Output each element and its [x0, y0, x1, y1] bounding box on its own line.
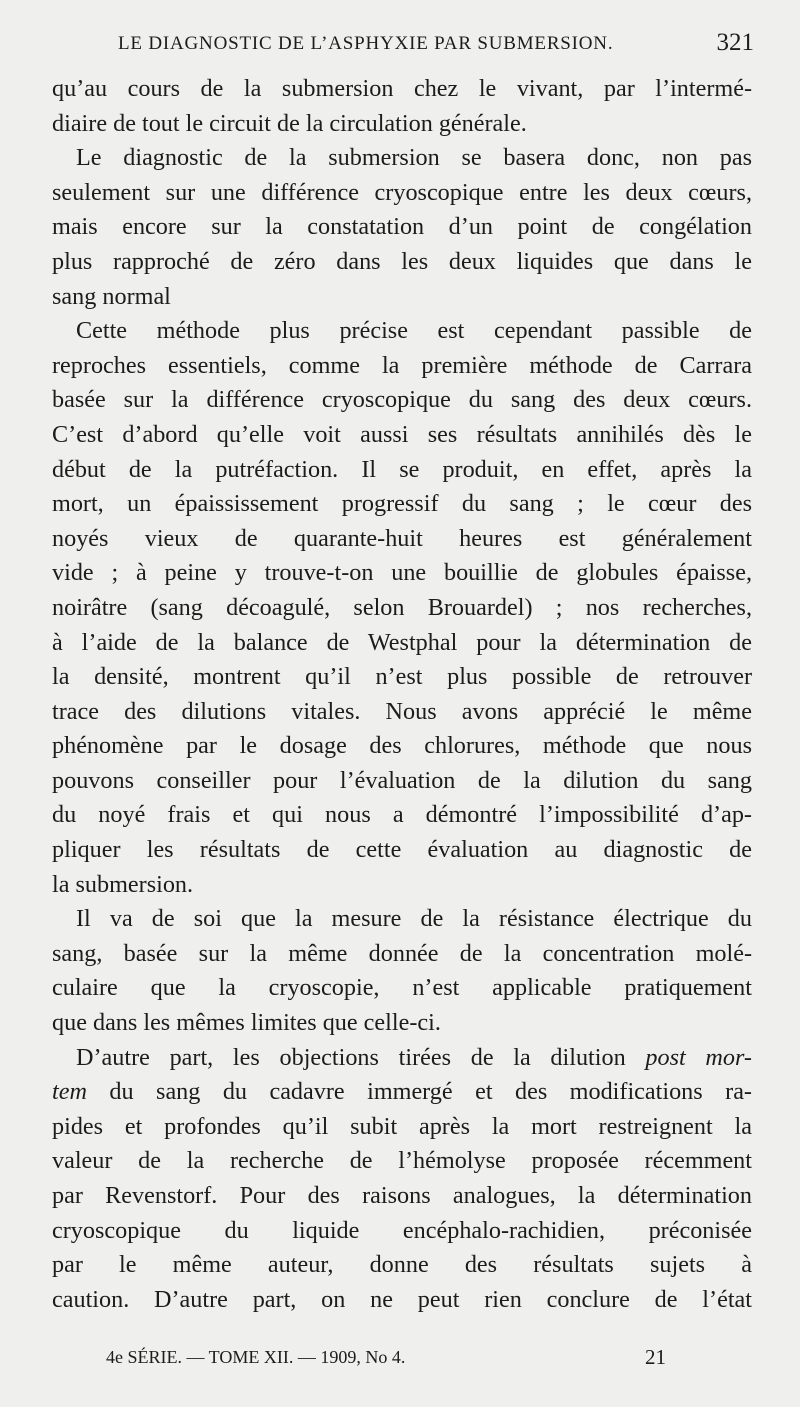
- text-line: pliquer les résultats de cette évaluation au diagnostic de: [52, 836, 752, 864]
- text-line: mort, un épaississement progressif du sang ; le cœur des: [52, 490, 752, 518]
- page-header: [118, 29, 754, 65]
- text-line: par le même auteur, donne des résultats sujets à: [52, 1251, 752, 1279]
- text-line: que dans les mêmes limites que celle-ci.: [52, 1009, 441, 1037]
- text-run: du sang du cadavre immergé et des modifications ra-: [86, 1078, 752, 1106]
- text-line: culaire que la cryoscopie, n’est applicable pratiquement: [52, 974, 752, 1002]
- paragraph-start: Le diagnostic de la submersion se basera donc, non pas: [76, 144, 752, 172]
- text-line: noirâtre (sang décoagulé, selon Brouardel) ; nos recherches,: [52, 593, 752, 621]
- text-line: vide ; à peine y trouve-t-on une bouillie de globules épaisse,: [52, 559, 752, 587]
- footer-series: 4e SÉRIE. — TOME XII. — 1909, No 4.: [106, 1347, 406, 1367]
- text-line: caution. D’autre part, on ne peut rien conclure de l’état: [52, 1285, 752, 1313]
- text-line: sang, basée sur la même donnée de la concentration molé-: [52, 939, 752, 967]
- running-head: LE DIAGNOSTIC DE L’ASPHYXIE PAR SUBMERSION.: [118, 33, 614, 54]
- text-line: seulement sur une différence cryoscopique entre les deux cœurs,: [52, 178, 752, 206]
- text-line: pides et profondes qu’il subit après la mort restreignent la: [52, 1112, 752, 1140]
- italic-run: tem: [52, 1078, 87, 1106]
- text-line: pouvons conseiller pour l’évaluation de la dilution du sang: [52, 766, 752, 794]
- text-line: mais encore sur la constatation d’un point de congélation: [52, 213, 752, 241]
- text-line: par Revenstorf. Pour des raisons analogues, la détermination: [52, 1182, 752, 1209]
- text-line: la densité, montrent qu’il n’est plus possible de retrouver: [52, 663, 752, 691]
- footer-signature: 21: [645, 1345, 666, 1369]
- text-line: à l’aide de la balance de Westphal pour la détermination de: [52, 628, 752, 656]
- text-line: trace des dilutions vitales. Nous avons apprécié le même: [52, 697, 752, 725]
- italic-run: post mor-: [645, 1043, 752, 1071]
- text-line: C’est d’abord qu’elle voit aussi ses résultats annihilés dès le: [52, 420, 752, 448]
- page-number: 321: [716, 29, 754, 56]
- text-line: reproches essentiels, comme la première méthode de Carrara: [52, 351, 752, 379]
- paragraph-start: [52, 1041, 752, 1076]
- text-line: la submersion.: [52, 870, 194, 898]
- paragraph-start: Il va de soi que la mesure de la résistance électrique du: [76, 905, 752, 933]
- text-line: [52, 1075, 752, 1110]
- text-line: noyés vieux de quarante-huit heures est généralement: [52, 524, 752, 552]
- page-footer: [106, 1347, 666, 1375]
- text-line: cryoscopique du liquide encéphalo-rachidien, préconisée: [52, 1216, 752, 1244]
- paragraph-start: Cette méthode plus précise est cependant passible de: [76, 317, 752, 345]
- text-line: basée sur la différence cryoscopique du sang des deux cœurs.: [52, 386, 752, 414]
- text-run: D’autre part, les objections tirées de la dilution: [76, 1043, 646, 1071]
- text-line: plus rapproché de zéro dans les deux liquides que dans le: [52, 247, 752, 275]
- text-line: phénomène par le dosage des chlorures, méthode que nous: [52, 732, 752, 760]
- text-line: sang normal: [52, 282, 171, 310]
- text-line: diaire de tout le circuit de la circulation générale.: [52, 109, 527, 137]
- text-line: qu’au cours de la submersion chez le vivant, par l’intermé-: [52, 75, 752, 102]
- body-text: [52, 72, 752, 1317]
- text-line: début de la putréfaction. Il se produit, en effet, après la: [52, 455, 752, 483]
- text-line: du noyé frais et qui nous a démontré l’impossibilité d’ap-: [52, 801, 752, 829]
- text-line: valeur de la recherche de l’hémolyse proposée récemment: [52, 1147, 752, 1175]
